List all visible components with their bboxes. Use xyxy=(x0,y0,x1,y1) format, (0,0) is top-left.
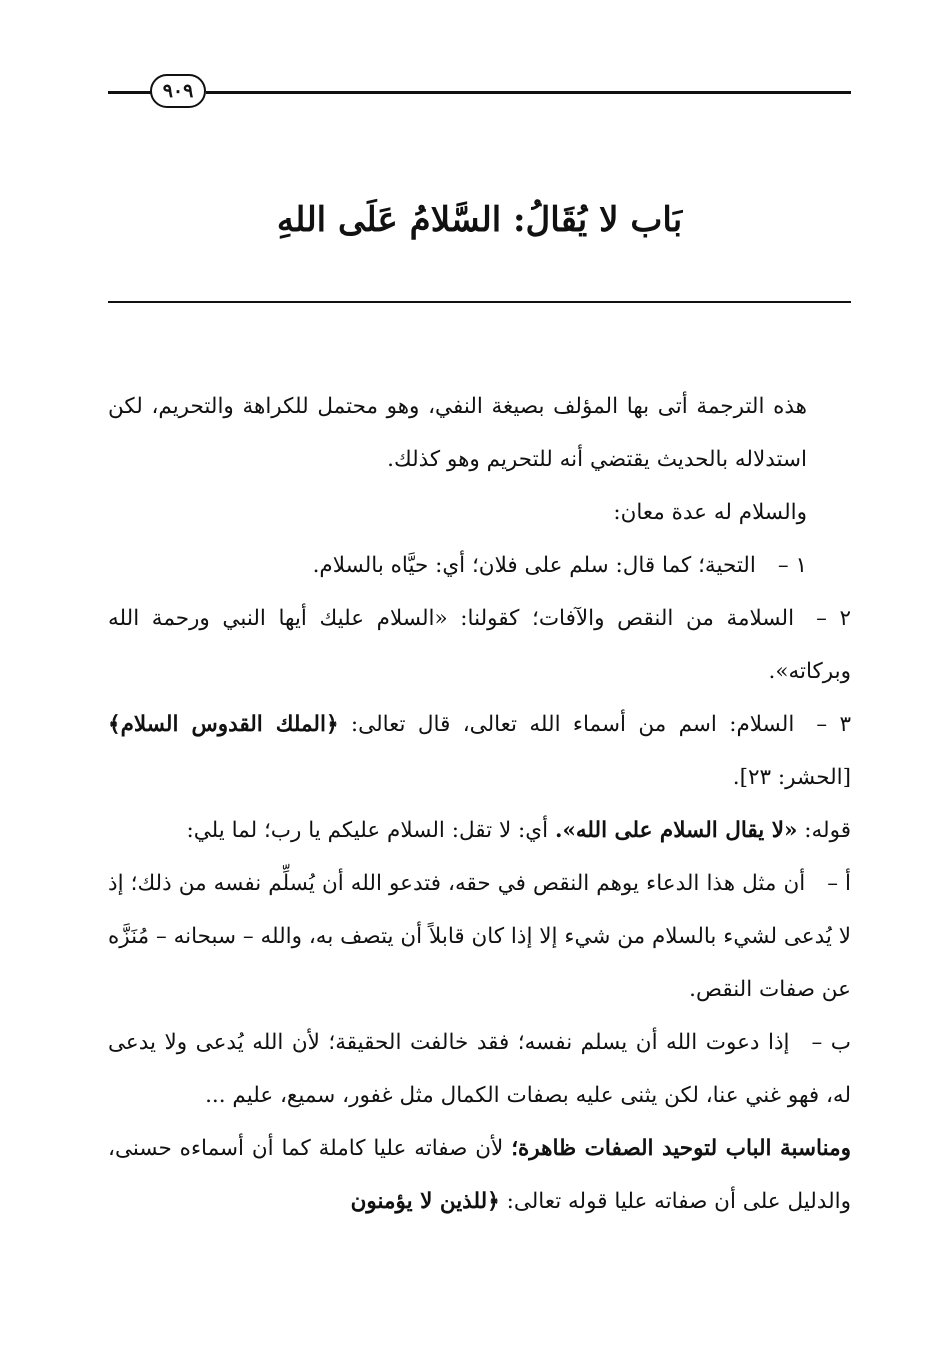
list-item-3 xyxy=(108,698,851,804)
list-number: ١ – xyxy=(777,553,807,578)
title-rule xyxy=(108,301,851,303)
list-item-text: إذا دعوت الله أن يسلم نفسه؛ فقد خالفت الحقيقة؛ لأن الله يُدعى ولا يدعى له، فهو غني عنا، لكن يثنى عليه بصفات الكمال مثل غفور، سميع، عليم ... xyxy=(108,1030,851,1108)
list-item-text: السلام: اسم من أسماء الله تعالى، قال تعالى: xyxy=(350,712,795,737)
page-number: ٩٠٩ xyxy=(150,74,206,108)
paragraph-relevance xyxy=(108,1122,851,1228)
paragraph-meanings-intro: والسلام له عدة معان: xyxy=(613,500,807,525)
quoted-phrase: «لا يقال السلام على الله». xyxy=(554,818,798,843)
list-letter: ب – xyxy=(811,1030,851,1055)
list-letter: أ – xyxy=(827,871,852,896)
relevance-heading: ومناسبة الباب لتوحيد الصفات ظاهرة؛ xyxy=(511,1136,851,1161)
quran-quote: ﴿للذين لا يؤمنون xyxy=(350,1189,500,1214)
quote-explanation: أي: لا تقل: السلام عليكم يا رب؛ لما يلي: xyxy=(186,818,549,843)
quote-lead: قوله: xyxy=(804,818,851,843)
quran-reference: [الحشر: ٢٣]. xyxy=(732,765,851,790)
body-text xyxy=(108,380,851,1228)
list-item-a xyxy=(108,857,851,1016)
quran-quote: ﴿الملك القدوس السلام﴾ xyxy=(108,712,339,737)
header-rule-left xyxy=(108,91,152,94)
list-item-text: السلامة من النقص والآفات؛ كقولنا: «السلام عليك أيها النبي ورحمة الله وبركاته». xyxy=(108,606,851,684)
relevance-text: لأن صفاته عليا كاملة كما أن أسماءه حسنى، والدليل على أن صفاته عليا قوله تعالى: xyxy=(108,1136,851,1214)
header-rule-right xyxy=(206,91,851,94)
list-item-2 xyxy=(108,592,851,698)
list-item-text: أن مثل هذا الدعاء يوهم النقص في حقه، فتدعو الله أن يُسلِّم نفسه من ذلك؛ إذ لا يُدعى لشيء بالسلام من شيء إلا إذا كان قابلاً أن يتصف به، والله – سبحانه – مُنَزَّه عن صفات النقص. xyxy=(108,871,851,1002)
list-item-text: التحية؛ كما قال: سلم على فلان؛ أي: حيَّاه بالسلام. xyxy=(312,553,756,578)
list-number: ٣ – xyxy=(816,712,851,737)
list-item-b xyxy=(108,1016,851,1122)
paragraph-intro: هذه الترجمة أتى بها المؤلف بصيغة النفي، وهو محتمل للكراهة والتحريم، لكن استدلاله بالحديث يقتضي أنه للتحريم وهو كذلك. xyxy=(108,394,807,472)
chapter-title: بَاب لا يُقَالُ: السَّلامُ عَلَى اللهِ xyxy=(276,200,683,240)
list-number: ٢ – xyxy=(816,606,851,631)
list-item-1 xyxy=(108,539,851,592)
paragraph-quote xyxy=(108,804,851,857)
